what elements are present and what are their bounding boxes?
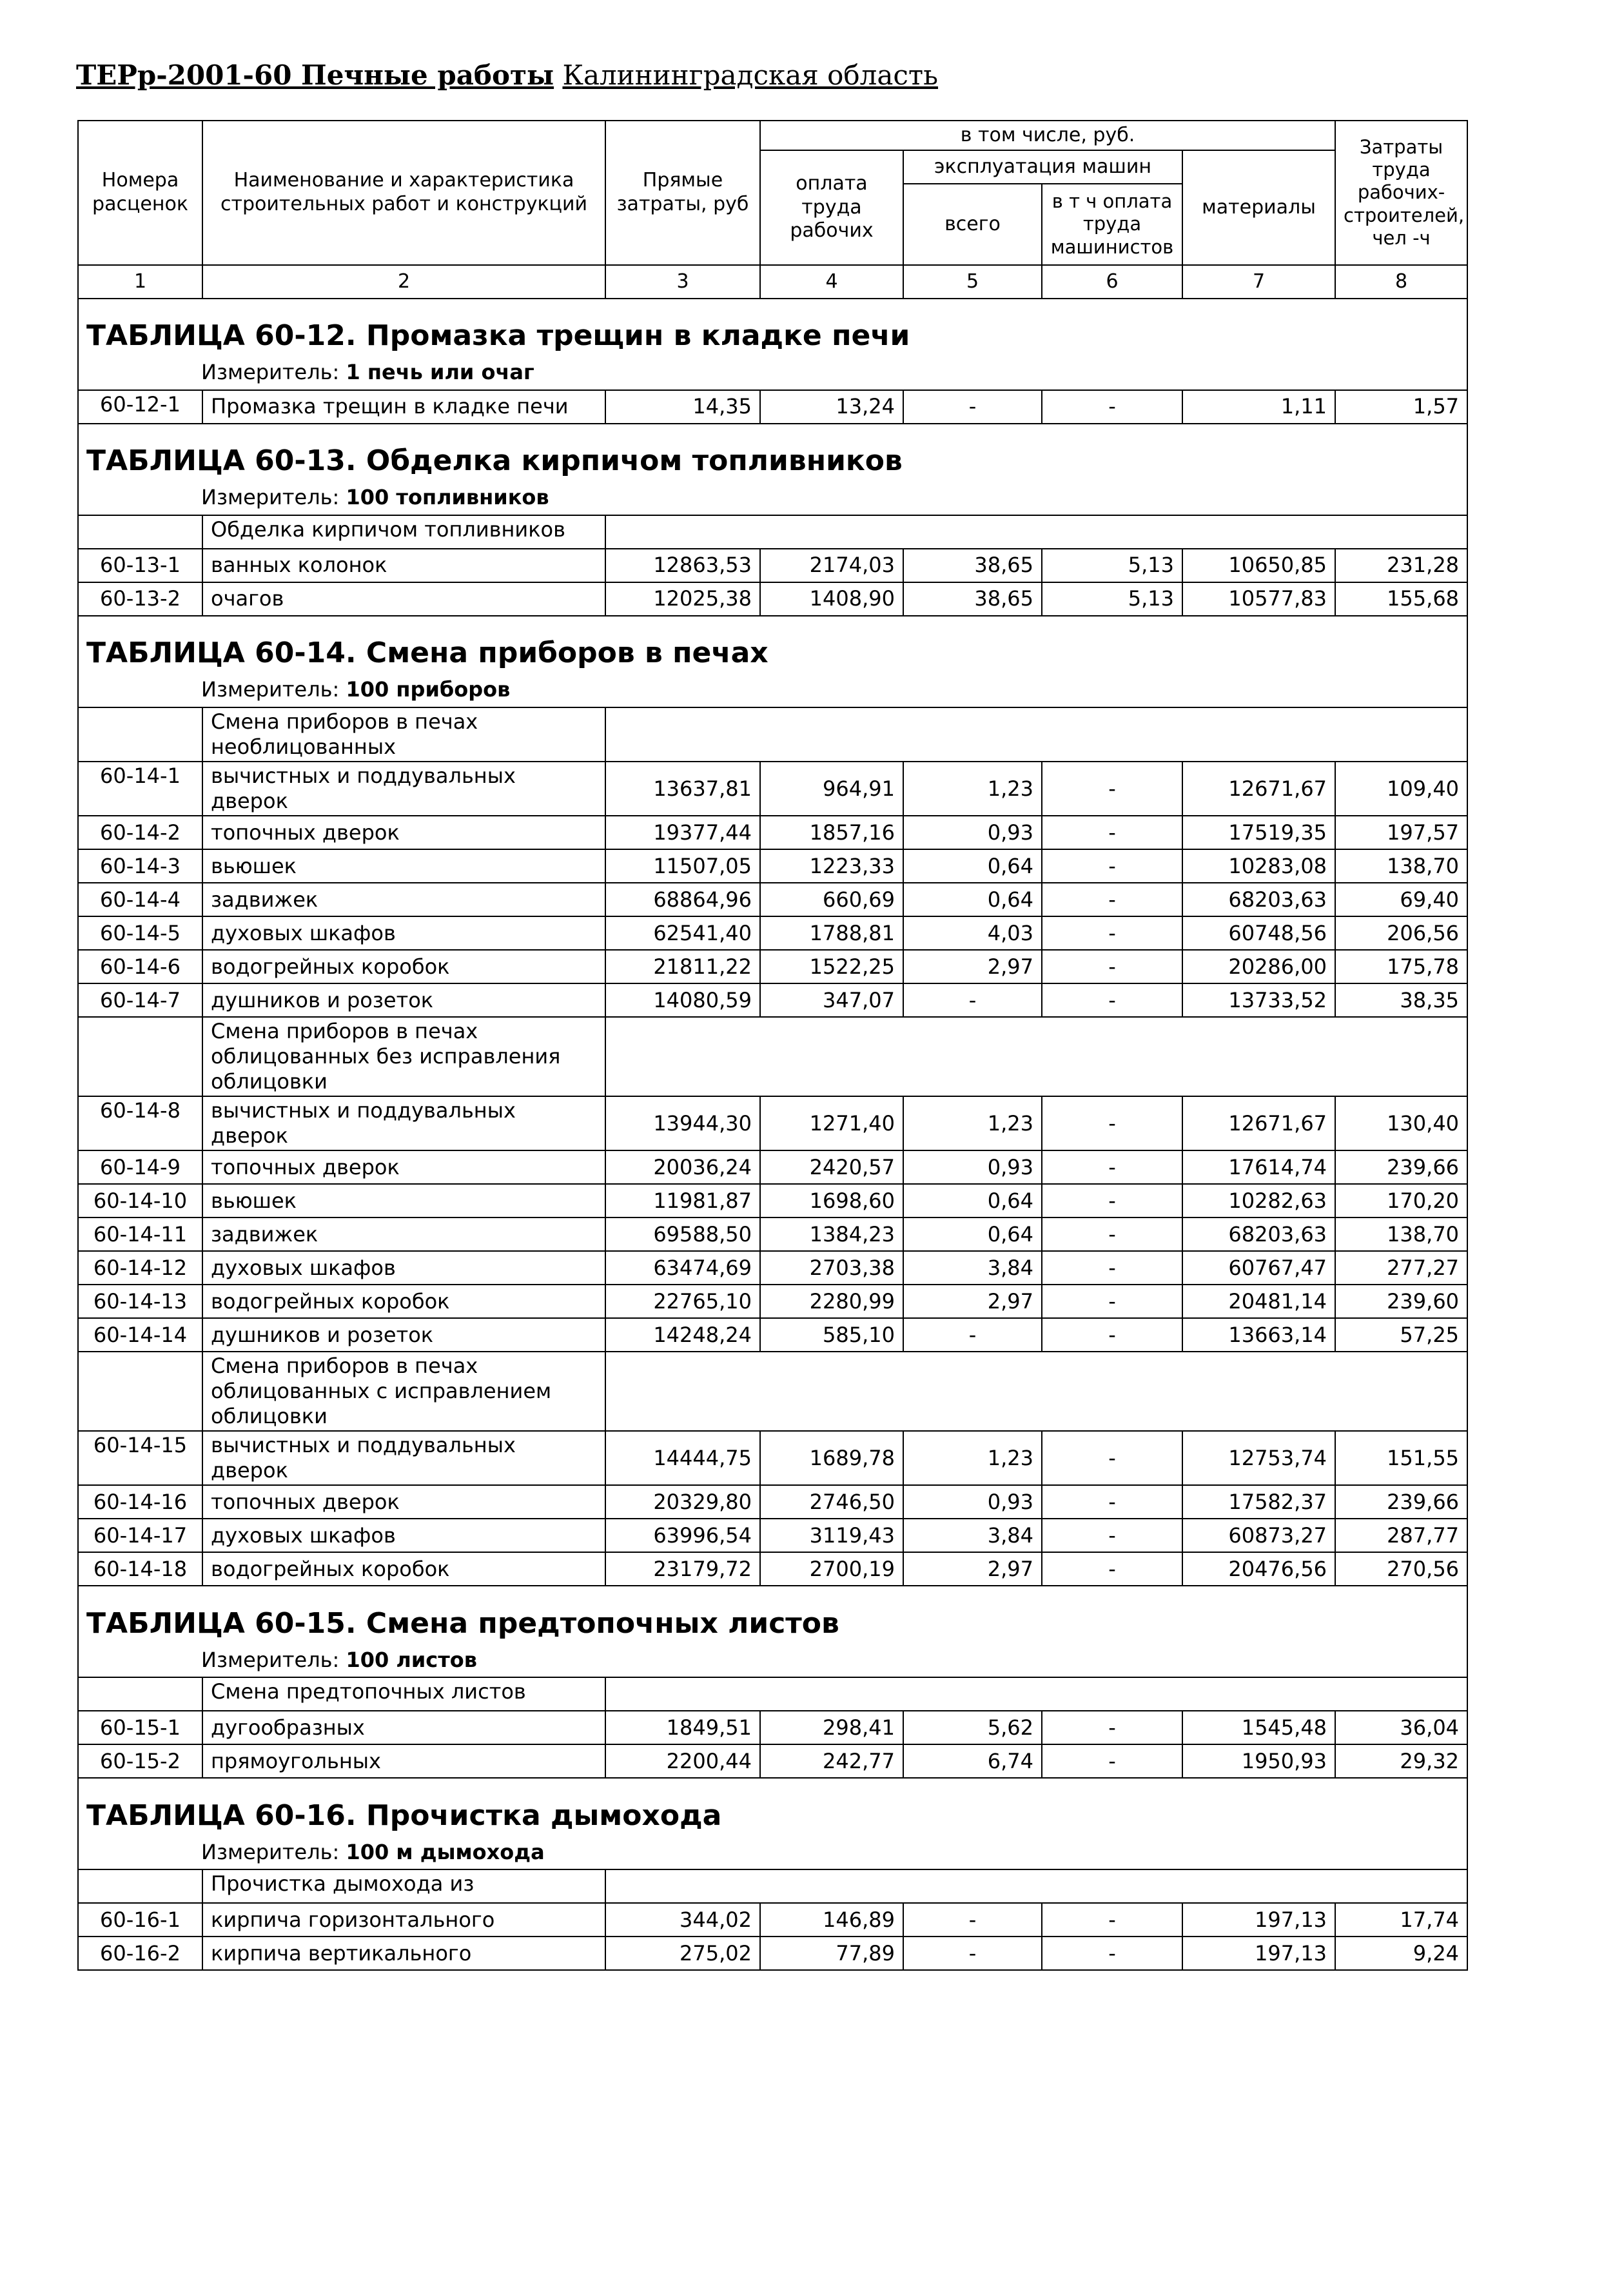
wages: 298,41 bbox=[760, 1711, 903, 1744]
direct-cost: 21811,22 bbox=[605, 950, 760, 983]
measure-value: 100 приборов bbox=[346, 677, 511, 702]
table-row bbox=[78, 582, 1467, 616]
machines-total: 0,93 bbox=[903, 816, 1042, 849]
wages: 347,07 bbox=[760, 983, 903, 1017]
labor-hours: 170,20 bbox=[1335, 1184, 1467, 1217]
rate-code: 60-15-2 bbox=[78, 1744, 202, 1778]
section-title-row bbox=[78, 616, 1467, 673]
table-row bbox=[78, 883, 1467, 916]
labor-hours: 151,55 bbox=[1335, 1431, 1467, 1485]
rate-code: 60-14-2 bbox=[78, 816, 202, 849]
measure-row bbox=[78, 1643, 1467, 1677]
machines-total: 4,03 bbox=[903, 916, 1042, 950]
work-name: вычистных и поддувальных дверок bbox=[202, 762, 605, 816]
direct-cost: 19377,44 bbox=[605, 816, 760, 849]
machines-total: 0,64 bbox=[903, 849, 1042, 883]
wages: 660,69 bbox=[760, 883, 903, 916]
work-name: вычистных и поддувальных дверок bbox=[202, 1431, 605, 1485]
machinist-wages: 5,13 bbox=[1042, 549, 1182, 582]
wages: 77,89 bbox=[760, 1937, 903, 1970]
work-name: топочных дверок bbox=[202, 816, 605, 849]
machines-total: - bbox=[903, 1903, 1042, 1937]
direct-cost: 62541,40 bbox=[605, 916, 760, 950]
labor-hours: 155,68 bbox=[1335, 582, 1467, 616]
labor-hours: 69,40 bbox=[1335, 883, 1467, 916]
labor-hours: 138,70 bbox=[1335, 849, 1467, 883]
machinist-wages: - bbox=[1042, 762, 1182, 816]
title-region: Калининградская область bbox=[562, 59, 939, 91]
materials: 13663,14 bbox=[1182, 1318, 1335, 1352]
machines-total: 3,84 bbox=[903, 1251, 1042, 1285]
machinist-wages: - bbox=[1042, 1744, 1182, 1778]
rate-code: 60-14-18 bbox=[78, 1552, 202, 1586]
machinist-wages: 5,13 bbox=[1042, 582, 1182, 616]
section-title-row bbox=[78, 1586, 1467, 1643]
work-name: Промазка трещин в кладке печи bbox=[202, 390, 605, 424]
materials: 20286,00 bbox=[1182, 950, 1335, 983]
rate-code: 60-14-3 bbox=[78, 849, 202, 883]
rate-code: 60-13-1 bbox=[78, 549, 202, 582]
wages: 1223,33 bbox=[760, 849, 903, 883]
group-heading-row bbox=[78, 1869, 1467, 1903]
labor-hours: 270,56 bbox=[1335, 1552, 1467, 1586]
machines-total: 0,64 bbox=[903, 883, 1042, 916]
rate-code: 60-16-1 bbox=[78, 1903, 202, 1937]
work-name: водогрейных коробок bbox=[202, 1552, 605, 1586]
work-name: душников и розеток bbox=[202, 1318, 605, 1352]
work-name: прямоугольных bbox=[202, 1744, 605, 1778]
wages: 964,91 bbox=[760, 762, 903, 816]
machines-total: 38,65 bbox=[903, 582, 1042, 616]
labor-hours: 38,35 bbox=[1335, 983, 1467, 1017]
table-row bbox=[78, 950, 1467, 983]
machinist-wages: - bbox=[1042, 983, 1182, 1017]
table-row bbox=[78, 1711, 1467, 1744]
machinist-wages: - bbox=[1042, 1184, 1182, 1217]
rate-code: 60-14-1 bbox=[78, 762, 202, 816]
work-name: очагов bbox=[202, 582, 605, 616]
work-name: задвижек bbox=[202, 883, 605, 916]
work-name: вычистных и поддувальных дверок bbox=[202, 1096, 605, 1150]
rate-code: 60-14-4 bbox=[78, 883, 202, 916]
machines-total: - bbox=[903, 1937, 1042, 1970]
labor-hours: 239,66 bbox=[1335, 1485, 1467, 1519]
direct-cost: 68864,96 bbox=[605, 883, 760, 916]
work-name: водогрейных коробок bbox=[202, 950, 605, 983]
rate-code: 60-14-7 bbox=[78, 983, 202, 1017]
materials: 68203,63 bbox=[1182, 1217, 1335, 1251]
direct-cost: 69588,50 bbox=[605, 1217, 760, 1251]
machinist-wages: - bbox=[1042, 1285, 1182, 1318]
machinist-wages: - bbox=[1042, 849, 1182, 883]
page-title bbox=[76, 59, 938, 91]
machinist-wages: - bbox=[1042, 916, 1182, 950]
wages: 2280,99 bbox=[760, 1285, 903, 1318]
group-heading-row bbox=[78, 1352, 1467, 1431]
machinist-wages: - bbox=[1042, 1903, 1182, 1937]
section-title-row bbox=[78, 424, 1467, 481]
machines-total: 1,23 bbox=[903, 762, 1042, 816]
machines-total: 1,23 bbox=[903, 1096, 1042, 1150]
materials: 20481,14 bbox=[1182, 1285, 1335, 1318]
header-number: 6 bbox=[1042, 265, 1182, 299]
header-number: 3 bbox=[605, 265, 760, 299]
rate-code: 60-14-9 bbox=[78, 1150, 202, 1184]
materials: 10650,85 bbox=[1182, 549, 1335, 582]
labor-hours: 57,25 bbox=[1335, 1318, 1467, 1352]
materials: 12671,67 bbox=[1182, 1096, 1335, 1150]
table-row bbox=[78, 1150, 1467, 1184]
group-heading-row bbox=[78, 1017, 1467, 1096]
table-header bbox=[78, 121, 1467, 299]
table-row bbox=[78, 1217, 1467, 1251]
section-title-row bbox=[78, 1778, 1467, 1835]
header-number: 4 bbox=[760, 265, 903, 299]
materials: 68203,63 bbox=[1182, 883, 1335, 916]
wages: 2700,19 bbox=[760, 1552, 903, 1586]
rate-code: 60-14-11 bbox=[78, 1217, 202, 1251]
machines-total: 6,74 bbox=[903, 1744, 1042, 1778]
table-row bbox=[78, 1431, 1467, 1485]
table-row bbox=[78, 1251, 1467, 1285]
materials: 1,11 bbox=[1182, 390, 1335, 424]
wages: 1788,81 bbox=[760, 916, 903, 950]
wages: 585,10 bbox=[760, 1318, 903, 1352]
direct-cost: 13637,81 bbox=[605, 762, 760, 816]
table-row bbox=[78, 762, 1467, 816]
work-name: кирпича вертикального bbox=[202, 1937, 605, 1970]
machines-total: 0,93 bbox=[903, 1150, 1042, 1184]
header-col-direct: Прямые затраты, руб bbox=[605, 121, 760, 265]
machinist-wages: - bbox=[1042, 1318, 1182, 1352]
rates-table bbox=[77, 120, 1468, 1971]
labor-hours: 231,28 bbox=[1335, 549, 1467, 582]
materials: 60873,27 bbox=[1182, 1519, 1335, 1552]
materials: 60748,56 bbox=[1182, 916, 1335, 950]
table-row bbox=[78, 1096, 1467, 1150]
measure-label: Измеритель: bbox=[201, 360, 346, 385]
rate-code: 60-14-16 bbox=[78, 1485, 202, 1519]
materials: 17614,74 bbox=[1182, 1150, 1335, 1184]
header-col-labor-hours: Затраты труда рабочих-строителей, чел -ч bbox=[1335, 121, 1467, 265]
materials: 197,13 bbox=[1182, 1937, 1335, 1970]
table-row bbox=[78, 916, 1467, 950]
machines-total: - bbox=[903, 1318, 1042, 1352]
work-name: водогрейных коробок bbox=[202, 1285, 605, 1318]
header-col-machinist-wages: в т ч оплата труда машинистов bbox=[1042, 184, 1182, 265]
labor-hours: 197,57 bbox=[1335, 816, 1467, 849]
wages: 1384,23 bbox=[760, 1217, 903, 1251]
group-heading: Смена приборов в печах облицованных с исправлением облицовки bbox=[202, 1352, 605, 1431]
materials: 10577,83 bbox=[1182, 582, 1335, 616]
direct-cost: 275,02 bbox=[605, 1937, 760, 1970]
rate-code: 60-12-1 bbox=[78, 390, 202, 424]
materials: 10282,63 bbox=[1182, 1184, 1335, 1217]
materials: 13733,52 bbox=[1182, 983, 1335, 1017]
direct-cost: 22765,10 bbox=[605, 1285, 760, 1318]
header-number: 7 bbox=[1182, 265, 1335, 299]
wages: 2703,38 bbox=[760, 1251, 903, 1285]
machines-total: 2,97 bbox=[903, 1552, 1042, 1586]
materials: 1545,48 bbox=[1182, 1711, 1335, 1744]
table-row bbox=[78, 816, 1467, 849]
section-title: ТАБЛИЦА 60-13. Обделка кирпичом топливников bbox=[86, 444, 903, 478]
work-name: вьюшек bbox=[202, 849, 605, 883]
direct-cost: 1849,51 bbox=[605, 1711, 760, 1744]
machinist-wages: - bbox=[1042, 1431, 1182, 1485]
direct-cost: 13944,30 bbox=[605, 1096, 760, 1150]
wages: 1689,78 bbox=[760, 1431, 903, 1485]
measure-row bbox=[78, 356, 1467, 390]
rate-code: 60-14-14 bbox=[78, 1318, 202, 1352]
header-number: 2 bbox=[202, 265, 605, 299]
group-heading: Обделка кирпичом топливников bbox=[202, 515, 605, 549]
table-row bbox=[78, 849, 1467, 883]
work-name: духовых шкафов bbox=[202, 916, 605, 950]
direct-cost: 20036,24 bbox=[605, 1150, 760, 1184]
rate-code: 60-14-13 bbox=[78, 1285, 202, 1318]
measure-label: Измеритель: bbox=[201, 1839, 346, 1864]
machinist-wages: - bbox=[1042, 1485, 1182, 1519]
labor-hours: 175,78 bbox=[1335, 950, 1467, 983]
measure-label: Измеритель: bbox=[201, 485, 346, 510]
labor-hours: 130,40 bbox=[1335, 1096, 1467, 1150]
group-heading-row bbox=[78, 707, 1467, 762]
table-body bbox=[78, 299, 1467, 1970]
machines-total: 0,64 bbox=[903, 1184, 1042, 1217]
table-row bbox=[78, 1285, 1467, 1318]
labor-hours: 138,70 bbox=[1335, 1217, 1467, 1251]
machines-total: 1,23 bbox=[903, 1431, 1042, 1485]
materials: 20476,56 bbox=[1182, 1552, 1335, 1586]
materials: 197,13 bbox=[1182, 1903, 1335, 1937]
machinist-wages: - bbox=[1042, 1519, 1182, 1552]
machines-total: 38,65 bbox=[903, 549, 1042, 582]
header-machines: эксплуатация машин bbox=[903, 150, 1182, 184]
measure-label: Измеритель: bbox=[201, 1647, 346, 1672]
direct-cost: 12863,53 bbox=[605, 549, 760, 582]
materials: 1950,93 bbox=[1182, 1744, 1335, 1778]
materials: 12671,67 bbox=[1182, 762, 1335, 816]
table-row bbox=[78, 549, 1467, 582]
work-name: топочных дверок bbox=[202, 1150, 605, 1184]
labor-hours: 1,57 bbox=[1335, 390, 1467, 424]
machines-total: - bbox=[903, 390, 1042, 424]
wages: 242,77 bbox=[760, 1744, 903, 1778]
rate-code: 60-13-2 bbox=[78, 582, 202, 616]
machinist-wages: - bbox=[1042, 1096, 1182, 1150]
section-title: ТАБЛИЦА 60-14. Смена приборов в печах bbox=[86, 636, 768, 670]
labor-hours: 206,56 bbox=[1335, 916, 1467, 950]
measure-value: 100 топливников bbox=[346, 485, 549, 510]
wages: 1522,25 bbox=[760, 950, 903, 983]
machinist-wages: - bbox=[1042, 1711, 1182, 1744]
header-col-machines-total: всего bbox=[903, 184, 1042, 265]
labor-hours: 17,74 bbox=[1335, 1903, 1467, 1937]
materials: 60767,47 bbox=[1182, 1251, 1335, 1285]
header-col-materials: материалы bbox=[1182, 150, 1335, 265]
work-name: ванных колонок bbox=[202, 549, 605, 582]
machines-total: 0,64 bbox=[903, 1217, 1042, 1251]
work-name: вьюшек bbox=[202, 1184, 605, 1217]
wages: 2746,50 bbox=[760, 1485, 903, 1519]
machines-total: 2,97 bbox=[903, 1285, 1042, 1318]
machinist-wages: - bbox=[1042, 950, 1182, 983]
wages: 2420,57 bbox=[760, 1150, 903, 1184]
direct-cost: 14444,75 bbox=[605, 1431, 760, 1485]
section-title: ТАБЛИЦА 60-12. Промазка трещин в кладке печи bbox=[86, 319, 910, 353]
measure-row bbox=[78, 673, 1467, 707]
materials: 12753,74 bbox=[1182, 1431, 1335, 1485]
direct-cost: 14248,24 bbox=[605, 1318, 760, 1352]
labor-hours: 36,04 bbox=[1335, 1711, 1467, 1744]
machines-total: 0,93 bbox=[903, 1485, 1042, 1519]
group-heading-row bbox=[78, 1677, 1467, 1711]
materials: 17582,37 bbox=[1182, 1485, 1335, 1519]
machinist-wages: - bbox=[1042, 816, 1182, 849]
labor-hours: 287,77 bbox=[1335, 1519, 1467, 1552]
group-heading: Смена приборов в печах необлицованных bbox=[202, 707, 605, 762]
wages: 2174,03 bbox=[760, 549, 903, 582]
direct-cost: 11507,05 bbox=[605, 849, 760, 883]
table-row bbox=[78, 390, 1467, 424]
machinist-wages: - bbox=[1042, 1150, 1182, 1184]
measure-value: 1 печь или очаг bbox=[346, 360, 534, 385]
work-name: душников и розеток bbox=[202, 983, 605, 1017]
table-row bbox=[78, 1318, 1467, 1352]
section-title: ТАБЛИЦА 60-16. Прочистка дымохода bbox=[86, 1799, 722, 1832]
materials: 17519,35 bbox=[1182, 816, 1335, 849]
machinist-wages: - bbox=[1042, 1937, 1182, 1970]
group-heading: Смена приборов в печах облицованных без исправления облицовки bbox=[202, 1017, 605, 1096]
labor-hours: 109,40 bbox=[1335, 762, 1467, 816]
work-name: кирпича горизонтального bbox=[202, 1903, 605, 1937]
header-number: 5 bbox=[903, 265, 1042, 299]
rate-code: 60-14-5 bbox=[78, 916, 202, 950]
rate-code: 60-14-8 bbox=[78, 1096, 202, 1150]
machines-total: 2,97 bbox=[903, 950, 1042, 983]
header-numbers-row bbox=[78, 265, 1467, 299]
table-row bbox=[78, 983, 1467, 1017]
labor-hours: 9,24 bbox=[1335, 1937, 1467, 1970]
wages: 146,89 bbox=[760, 1903, 903, 1937]
table-row bbox=[78, 1184, 1467, 1217]
machinist-wages: - bbox=[1042, 1251, 1182, 1285]
work-name: духовых шкафов bbox=[202, 1519, 605, 1552]
direct-cost: 11981,87 bbox=[605, 1184, 760, 1217]
measure-row bbox=[78, 481, 1467, 515]
measure-value: 100 листов bbox=[346, 1647, 478, 1672]
direct-cost: 14080,59 bbox=[605, 983, 760, 1017]
direct-cost: 20329,80 bbox=[605, 1485, 760, 1519]
table-row bbox=[78, 1903, 1467, 1937]
group-heading: Смена предтопочных листов bbox=[202, 1677, 605, 1711]
direct-cost: 2200,44 bbox=[605, 1744, 760, 1778]
machines-total: 5,62 bbox=[903, 1711, 1042, 1744]
labor-hours: 239,60 bbox=[1335, 1285, 1467, 1318]
machinist-wages: - bbox=[1042, 883, 1182, 916]
direct-cost: 14,35 bbox=[605, 390, 760, 424]
measure-row bbox=[78, 1835, 1467, 1869]
direct-cost: 63474,69 bbox=[605, 1251, 760, 1285]
work-name: топочных дверок bbox=[202, 1485, 605, 1519]
header-number: 8 bbox=[1335, 265, 1467, 299]
direct-cost: 344,02 bbox=[605, 1903, 760, 1937]
machines-total: 3,84 bbox=[903, 1519, 1042, 1552]
rate-code: 60-14-17 bbox=[78, 1519, 202, 1552]
wages: 3119,43 bbox=[760, 1519, 903, 1552]
table-row bbox=[78, 1552, 1467, 1586]
machinist-wages: - bbox=[1042, 1217, 1182, 1251]
rate-code: 60-14-15 bbox=[78, 1431, 202, 1485]
section-title: ТАБЛИЦА 60-15. Смена предтопочных листов bbox=[86, 1606, 839, 1640]
machinist-wages: - bbox=[1042, 390, 1182, 424]
table-row bbox=[78, 1485, 1467, 1519]
direct-cost: 63996,54 bbox=[605, 1519, 760, 1552]
table-row bbox=[78, 1519, 1467, 1552]
section-title-row bbox=[78, 299, 1467, 356]
group-heading-row bbox=[78, 515, 1467, 549]
rate-code: 60-14-10 bbox=[78, 1184, 202, 1217]
header-including: в том числе, руб. bbox=[760, 121, 1335, 150]
rate-code: 60-14-6 bbox=[78, 950, 202, 983]
header-col-name: Наименование и характеристика строительных работ и конструкций bbox=[202, 121, 605, 265]
rate-code: 60-14-12 bbox=[78, 1251, 202, 1285]
rate-code: 60-15-1 bbox=[78, 1711, 202, 1744]
wages: 1857,16 bbox=[760, 816, 903, 849]
work-name: дугообразных bbox=[202, 1711, 605, 1744]
header-col-code: Номера расценок bbox=[78, 121, 202, 265]
wages: 1408,90 bbox=[760, 582, 903, 616]
measure-label: Измеритель: bbox=[201, 677, 346, 702]
work-name: задвижек bbox=[202, 1217, 605, 1251]
wages: 13,24 bbox=[760, 390, 903, 424]
header-col-wages: оплата труда рабочих bbox=[760, 150, 903, 265]
header-number: 1 bbox=[78, 265, 202, 299]
labor-hours: 29,32 bbox=[1335, 1744, 1467, 1778]
wages: 1271,40 bbox=[760, 1096, 903, 1150]
materials: 10283,08 bbox=[1182, 849, 1335, 883]
measure-value: 100 м дымохода bbox=[346, 1839, 545, 1864]
wages: 1698,60 bbox=[760, 1184, 903, 1217]
machines-total: - bbox=[903, 983, 1042, 1017]
table-row bbox=[78, 1937, 1467, 1970]
rate-code: 60-16-2 bbox=[78, 1937, 202, 1970]
table-row bbox=[78, 1744, 1467, 1778]
direct-cost: 12025,38 bbox=[605, 582, 760, 616]
direct-cost: 23179,72 bbox=[605, 1552, 760, 1586]
labor-hours: 239,66 bbox=[1335, 1150, 1467, 1184]
work-name: духовых шкафов bbox=[202, 1251, 605, 1285]
group-heading: Прочистка дымохода из bbox=[202, 1869, 605, 1903]
title-code: ТЕРр-2001-60 Печные работы bbox=[76, 59, 554, 91]
machinist-wages: - bbox=[1042, 1552, 1182, 1586]
labor-hours: 277,27 bbox=[1335, 1251, 1467, 1285]
